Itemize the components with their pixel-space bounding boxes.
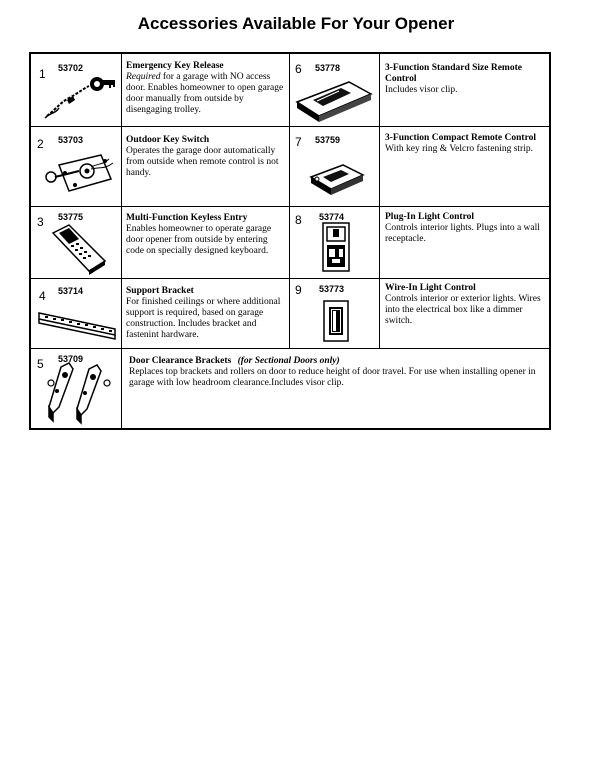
compact-remote-icon bbox=[307, 157, 367, 197]
support-bracket-icon bbox=[35, 303, 119, 343]
plug-in-control-icon bbox=[317, 219, 357, 275]
item-name: Emergency Key Release bbox=[126, 61, 224, 71]
part-number: 53702 bbox=[58, 63, 84, 73]
item-description bbox=[385, 133, 545, 155]
table-row bbox=[31, 279, 549, 349]
part-number: 53703 bbox=[58, 135, 84, 145]
item-desc: Replaces top brackets and rollers on door to reduce height of door travel. For use when installing opener in garage with low headroom clearance.Includes visor clip. bbox=[129, 367, 536, 388]
item-number: 1 bbox=[39, 67, 46, 81]
item-name: Plug-In Light Control bbox=[385, 212, 475, 222]
item-description bbox=[385, 283, 545, 327]
part-number: 53775 bbox=[58, 212, 84, 222]
page-title: Accessories Available For Your Opener bbox=[137, 14, 455, 33]
item-description bbox=[126, 135, 284, 179]
part-number: 53759 bbox=[315, 135, 341, 145]
part-number: 53774 bbox=[319, 212, 345, 222]
item-name-note: (for Sectional Doors only) bbox=[237, 356, 340, 366]
table-row bbox=[31, 349, 549, 430]
item-desc: Controls interior lights. Plugs into a wall receptacle. bbox=[385, 223, 540, 244]
part-number: 53714 bbox=[58, 286, 84, 296]
item-desc: Operates the garage door automatically from outside when remote control is not handy. bbox=[126, 146, 279, 178]
item-desc: Controls interior or exterior lights. Wires into the electrical box like a dimmer switch. bbox=[385, 294, 541, 326]
part-number: 53709 bbox=[58, 354, 84, 364]
item-description bbox=[385, 212, 545, 245]
item-number: 9 bbox=[295, 283, 302, 297]
key-switch-icon bbox=[39, 147, 117, 203]
item-number: 3 bbox=[37, 215, 44, 229]
table-row bbox=[31, 54, 549, 127]
item-desc: For finished ceilings or where additional support is required, based on garage construction. Includes bracket and fastenint hardware. bbox=[126, 297, 281, 340]
item-number: 4 bbox=[39, 289, 46, 303]
item-name: Wire-In Light Control bbox=[385, 283, 476, 293]
item-desc: Includes visor clip. bbox=[385, 85, 458, 95]
standard-remote-icon bbox=[293, 76, 375, 122]
item-number: 5 bbox=[37, 357, 44, 371]
part-number: 53773 bbox=[319, 284, 345, 294]
item-description bbox=[129, 356, 545, 389]
item-name: Door Clearance Brackets bbox=[129, 356, 232, 366]
item-name: Support Bracket bbox=[126, 286, 194, 296]
table-row bbox=[31, 207, 549, 279]
item-description bbox=[126, 61, 284, 116]
door-clearance-bracket-icon bbox=[43, 361, 117, 427]
item-desc: for a garage with NO access door. Enables homeowner to open garage door manually from outside by disengaging trolley. bbox=[126, 72, 284, 115]
item-desc: With key ring & Velcro fastening strip. bbox=[385, 144, 533, 154]
keypad-icon bbox=[45, 219, 115, 275]
item-number: 2 bbox=[37, 137, 44, 151]
item-number: 7 bbox=[295, 135, 302, 149]
table-row bbox=[31, 127, 549, 207]
wall-switch-icon bbox=[321, 299, 351, 343]
item-name: Multi-Function Keyless Entry bbox=[126, 213, 248, 223]
item-name: 3-Function Compact Remote Control bbox=[385, 133, 537, 143]
key-release-icon bbox=[39, 72, 119, 122]
item-number: 8 bbox=[295, 213, 302, 227]
part-number: 53778 bbox=[315, 63, 341, 73]
accessories-table bbox=[29, 52, 551, 430]
item-name: 3-Function Standard Size Remote Control bbox=[385, 63, 522, 84]
item-description bbox=[385, 63, 545, 96]
item-name: Outdoor Key Switch bbox=[126, 135, 210, 145]
item-desc: Enables homeowner to operate garage door opener from outside by entering code on specially designed keyboard. bbox=[126, 224, 272, 256]
item-emphasis: Required bbox=[126, 72, 161, 82]
item-description bbox=[126, 213, 284, 257]
item-number: 6 bbox=[295, 62, 302, 76]
item-description bbox=[126, 286, 284, 341]
